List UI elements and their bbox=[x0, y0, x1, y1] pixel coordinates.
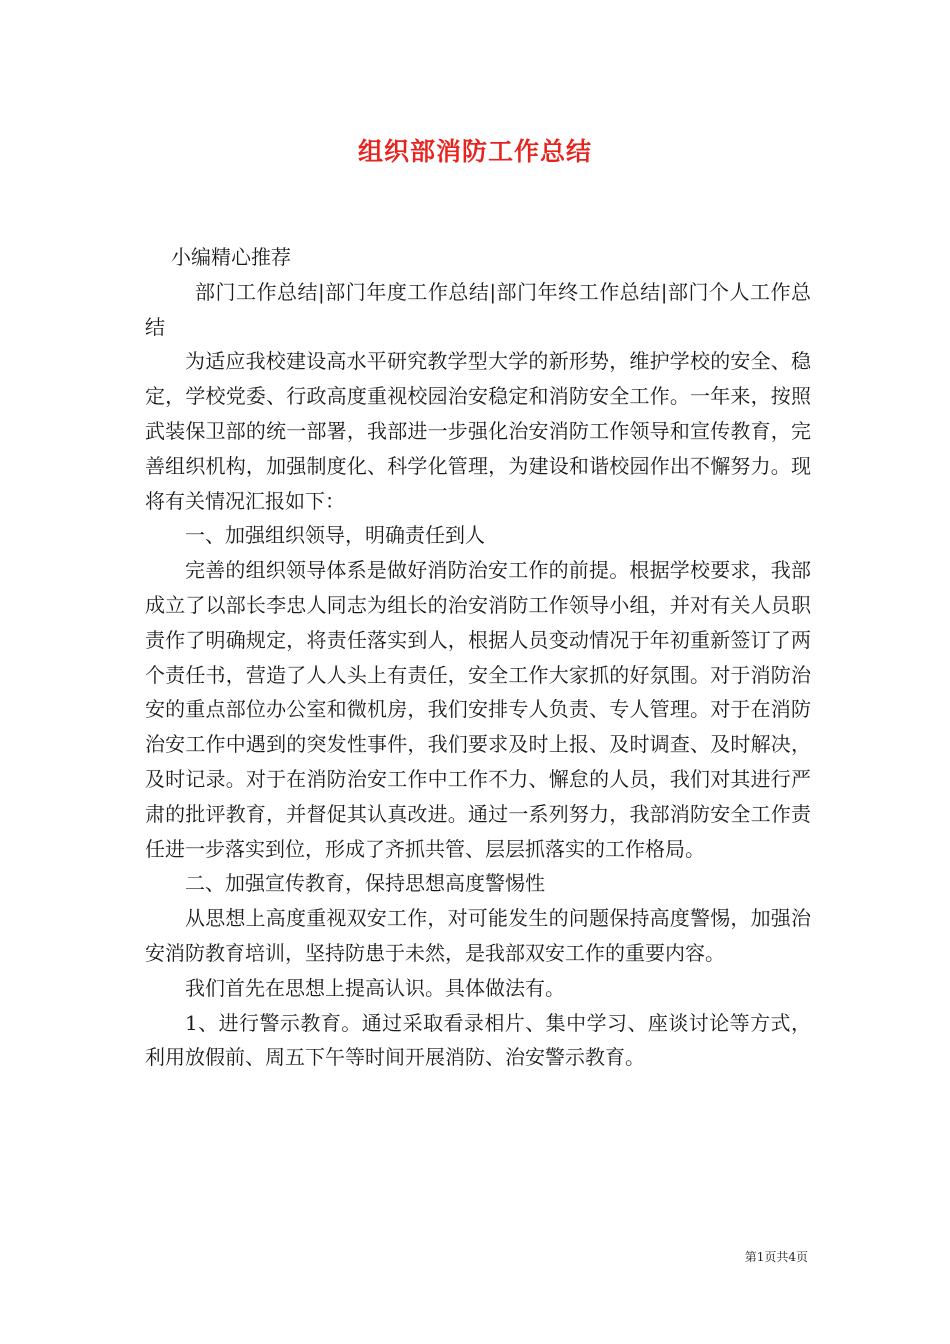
paragraph-section-1: 完善的组织领导体系是做好消防治安工作的前提。根据学校要求，我部成立了以部长李忠人同志为组长的治安消防工作领导小组，并对有关人员职责作了明确规定，将责任落实到人，根据人员变动情况于年初重新签订了两个责任书，营造了人人头上有责任，安全工作大家抓的好氛围。对于消防治安的重点部位办公室和微机房，我们安排专人负责、专人管理。对于在消防治安工作中遇到的突发性事件，我们要求及时上报、及时调查、及时解决，及时记录。对于在消防治安工作中工作不力、懈怠的人员，我们对其进行严肃的批评教育，并督促其认真改进。通过一系列努力，我部消防安全工作责任进一步落实到位，形成了齐抓共管、层层抓落实的工作格局。 bbox=[145, 558, 811, 861]
section-heading-1: 一、加强组织领导，明确责任到人 bbox=[185, 523, 485, 548]
related-links[interactable]: 部门工作总结|部门年度工作总结|部门年终工作总结|部门个人工作总结 bbox=[145, 279, 811, 339]
recommend-label: 小编精心推荐 bbox=[171, 245, 291, 269]
page-number: 第1页共4页 bbox=[744, 1250, 808, 1264]
paragraph-item-1: 1、进行警示教育。通过采取看录相片、集中学习、座谈讨论等方式，利用放假前、周五下午等时间开展消防、治安警示教育。 bbox=[145, 1010, 811, 1070]
paragraph-section-2: 从思想上高度重视双安工作，对可能发生的问题保持高度警惕，加强治安消防教育培训，坚持防患于未然，是我部双安工作的重要内容。 bbox=[145, 906, 811, 965]
document-body bbox=[145, 240, 811, 1075]
section-heading-2: 二、加强宣传教育，保持思想高度警惕性 bbox=[185, 871, 545, 896]
paragraph-intro: 为适应我校建设高水平研究教学型大学的新形势，维护学校的安全、稳定，学校党委、行政高度重视校园治安稳定和消防安全工作。一年来，按照武装保卫部的统一部署，我部进一步强化治安消防工作领导和宣传教育，完善组织机构，加强制度化、科学化管理，为建设和谐校园作出不懈努力。现将有关情况汇报如下： bbox=[145, 349, 811, 513]
document-title: 组织部消防工作总结 bbox=[357, 137, 592, 166]
paragraph-method-intro: 我们首先在思想上提高认识。具体做法有。 bbox=[185, 975, 565, 1000]
